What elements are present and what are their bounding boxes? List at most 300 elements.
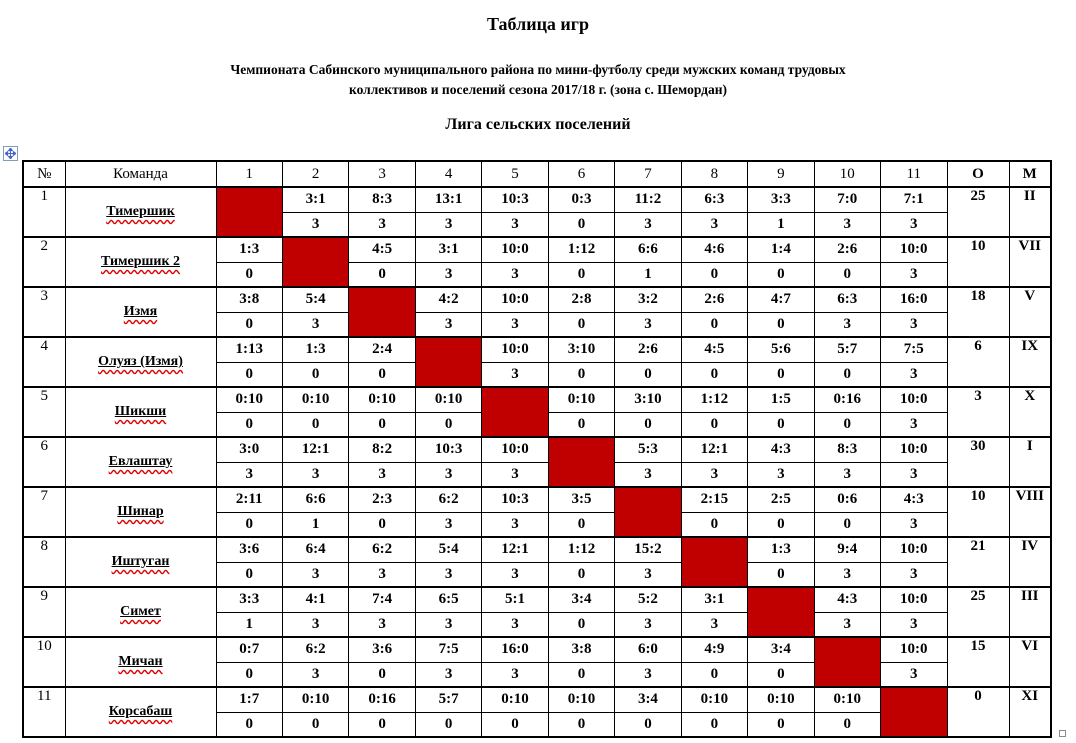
team-score-row: [23, 587, 1051, 612]
points-cell: 0: [349, 662, 415, 687]
score-cell: 7:4: [349, 587, 415, 612]
score-cell: 6:6: [282, 487, 348, 512]
score-cell: 3:4: [615, 687, 681, 712]
team-name-text: Симет: [120, 604, 161, 619]
points-cell: 3: [881, 312, 947, 337]
points-cell: 0: [748, 262, 814, 287]
row-number: 6: [23, 437, 65, 487]
points-cell: 3: [216, 462, 282, 487]
subtitle-line-2: коллективов и поселений сезона 2017/18 г. (зона с. Шемордан): [348, 82, 728, 97]
points-cell: 0: [681, 412, 747, 437]
team-name: [109, 704, 172, 719]
row-number: 2: [23, 237, 65, 287]
score-cell: 2:3: [349, 487, 415, 512]
score-cell: 1:13: [216, 337, 282, 362]
score-cell: 2:5: [748, 487, 814, 512]
points-cell: 3: [415, 512, 481, 537]
score-cell: 6:2: [349, 537, 415, 562]
col-header-points: О: [947, 161, 1009, 187]
score-cell: 4:3: [748, 437, 814, 462]
score-cell: 16:0: [482, 637, 548, 662]
score-cell: 5:7: [814, 337, 880, 362]
header-row: [23, 161, 1051, 187]
team-score-row: [23, 287, 1051, 312]
total-points-cell: 25: [947, 587, 1009, 637]
score-cell: 5:1: [482, 587, 548, 612]
points-cell: 1: [282, 512, 348, 537]
team-name-cell: [65, 637, 216, 687]
team-score-row: [23, 437, 1051, 462]
points-cell: 3: [415, 462, 481, 487]
diagonal-cell: [415, 337, 481, 387]
points-cell: 3: [482, 512, 548, 537]
total-points-cell: 3: [947, 387, 1009, 437]
score-cell: 10:0: [482, 437, 548, 462]
score-cell: 0:10: [482, 687, 548, 712]
score-cell: 10:0: [482, 337, 548, 362]
league-title: Лига сельских поселений: [445, 116, 631, 133]
score-cell: 0:10: [282, 387, 348, 412]
points-cell: 3: [349, 562, 415, 587]
score-cell: 3:1: [415, 237, 481, 262]
points-cell: 0: [748, 712, 814, 737]
score-cell: 5:2: [615, 587, 681, 612]
team-name-text: Корсабаш: [108, 704, 173, 719]
team-score-row: [23, 187, 1051, 212]
points-cell: 3: [282, 562, 348, 587]
score-cell: 11:2: [615, 187, 681, 212]
score-cell: 0:7: [216, 637, 282, 662]
score-cell: 2:15: [681, 487, 747, 512]
score-cell: 8:3: [814, 437, 880, 462]
score-cell: 8:3: [349, 187, 415, 212]
points-cell: 0: [814, 512, 880, 537]
total-points-cell: 0: [947, 687, 1009, 737]
score-cell: 10:3: [482, 187, 548, 212]
score-cell: 6:3: [814, 287, 880, 312]
place-cell: I: [1009, 437, 1051, 487]
points-cell: 0: [216, 512, 282, 537]
points-cell: 3: [349, 212, 415, 237]
points-cell: 0: [216, 362, 282, 387]
row-number: 9: [23, 587, 65, 637]
score-cell: 10:0: [881, 587, 947, 612]
points-cell: 0: [349, 262, 415, 287]
score-cell: 12:1: [681, 437, 747, 462]
col-header-round-11: 11: [881, 161, 947, 187]
place-cell: VIII: [1009, 487, 1051, 537]
four-way-arrow-icon: [5, 148, 16, 159]
points-cell: 0: [216, 412, 282, 437]
score-cell: 3:4: [748, 637, 814, 662]
score-cell: 0:10: [349, 387, 415, 412]
points-cell: 3: [615, 612, 681, 637]
points-cell: 0: [282, 362, 348, 387]
team-name-cell: [65, 187, 216, 237]
points-cell: 0: [548, 712, 614, 737]
team-name: [117, 504, 163, 519]
points-cell: 0: [748, 412, 814, 437]
score-cell: 3:6: [216, 537, 282, 562]
score-cell: 10:0: [881, 537, 947, 562]
score-cell: 3:8: [548, 637, 614, 662]
score-cell: 4:3: [814, 587, 880, 612]
team-score-row: [23, 337, 1051, 362]
score-cell: 10:0: [881, 237, 947, 262]
points-cell: 0: [681, 262, 747, 287]
score-cell: 6:6: [615, 237, 681, 262]
team-name: [112, 554, 170, 569]
diagonal-cell: [615, 487, 681, 537]
points-cell: 3: [748, 462, 814, 487]
points-cell: 0: [282, 712, 348, 737]
subtitle-line-1: Чемпионата Сабинского муниципального района по мини-футболу среди мужских команд трудовых: [230, 62, 846, 77]
points-cell: 3: [615, 212, 681, 237]
score-cell: 1:3: [216, 237, 282, 262]
col-header-round-8: 8: [681, 161, 747, 187]
score-cell: 13:1: [415, 187, 481, 212]
score-cell: 0:10: [748, 687, 814, 712]
score-cell: 0:10: [681, 687, 747, 712]
col-header-round-10: 10: [814, 161, 880, 187]
score-cell: 2:11: [216, 487, 282, 512]
points-cell: 0: [681, 362, 747, 387]
row-number: 4: [23, 337, 65, 387]
team-name: [101, 254, 180, 269]
diagonal-cell: [748, 587, 814, 637]
score-cell: 0:10: [415, 387, 481, 412]
row-number: 5: [23, 387, 65, 437]
games-table: [22, 160, 1052, 738]
points-cell: 3: [681, 212, 747, 237]
points-cell: 3: [349, 462, 415, 487]
team-name-cell: [65, 287, 216, 337]
col-header-round-2: 2: [282, 161, 348, 187]
score-cell: 4:5: [349, 237, 415, 262]
points-cell: 0: [548, 512, 614, 537]
col-header-round-4: 4: [415, 161, 481, 187]
score-cell: 4:2: [415, 287, 481, 312]
team-name: [120, 604, 161, 619]
points-cell: 3: [282, 462, 348, 487]
points-cell: 3: [681, 462, 747, 487]
total-points-cell: 10: [947, 487, 1009, 537]
team-name-text: Шикши: [114, 404, 167, 419]
score-cell: 0:10: [548, 387, 614, 412]
score-cell: 1:12: [548, 237, 614, 262]
score-cell: 4:3: [881, 487, 947, 512]
points-cell: 0: [548, 262, 614, 287]
points-cell: 3: [681, 612, 747, 637]
points-cell: 3: [482, 662, 548, 687]
col-header-round-5: 5: [482, 161, 548, 187]
score-cell: 10:3: [482, 487, 548, 512]
score-cell: 12:1: [482, 537, 548, 562]
score-cell: 0:10: [216, 387, 282, 412]
row-number: 3: [23, 287, 65, 337]
col-header-number: №: [23, 161, 65, 187]
team-score-row: [23, 687, 1051, 712]
score-cell: 5:7: [415, 687, 481, 712]
score-cell: 4:9: [681, 637, 747, 662]
points-cell: 0: [349, 712, 415, 737]
points-cell: 3: [881, 612, 947, 637]
points-cell: 0: [814, 412, 880, 437]
championship-subtitle: [0, 60, 1076, 100]
points-cell: 0: [548, 312, 614, 337]
points-cell: 3: [881, 662, 947, 687]
col-header-round-1: 1: [216, 161, 282, 187]
score-cell: 0:16: [349, 687, 415, 712]
points-cell: 3: [482, 212, 548, 237]
score-cell: 3:3: [216, 587, 282, 612]
score-cell: 0:10: [548, 687, 614, 712]
score-cell: 5:3: [615, 437, 681, 462]
score-cell: 3:6: [349, 637, 415, 662]
points-cell: 3: [282, 212, 348, 237]
diagonal-cell: [282, 237, 348, 287]
team-name-text: Шинар: [117, 504, 164, 519]
diagonal-cell: [681, 537, 747, 587]
score-cell: 1:4: [748, 237, 814, 262]
points-cell: 0: [216, 712, 282, 737]
points-cell: 0: [349, 412, 415, 437]
score-cell: 4:6: [681, 237, 747, 262]
points-cell: 3: [415, 312, 481, 337]
points-cell: 0: [216, 262, 282, 287]
score-cell: 6:2: [415, 487, 481, 512]
points-cell: 3: [482, 312, 548, 337]
team-name-cell: [65, 237, 216, 287]
place-cell: IX: [1009, 337, 1051, 387]
points-cell: 0: [748, 662, 814, 687]
points-cell: 0: [814, 362, 880, 387]
points-cell: 0: [216, 662, 282, 687]
row-number: 11: [23, 687, 65, 737]
score-cell: 3:0: [216, 437, 282, 462]
score-cell: 0:6: [814, 487, 880, 512]
team-name-cell: [65, 537, 216, 587]
team-name: [115, 404, 166, 419]
score-cell: 7:5: [415, 637, 481, 662]
table-resize-handle[interactable]: [1059, 730, 1066, 737]
team-name: [98, 354, 183, 369]
diagonal-cell: [881, 687, 947, 737]
score-cell: 3:5: [548, 487, 614, 512]
team-score-row: [23, 637, 1051, 662]
points-cell: 0: [282, 412, 348, 437]
points-cell: 3: [814, 212, 880, 237]
points-cell: 0: [415, 412, 481, 437]
score-cell: 15:2: [615, 537, 681, 562]
diagonal-cell: [216, 187, 282, 237]
place-cell: X: [1009, 387, 1051, 437]
score-cell: 3:10: [615, 387, 681, 412]
points-cell: 0: [748, 562, 814, 587]
table-move-icon[interactable]: [3, 146, 18, 161]
points-cell: 3: [415, 662, 481, 687]
total-points-cell: 10: [947, 237, 1009, 287]
total-points-cell: 15: [947, 637, 1009, 687]
score-cell: 0:3: [548, 187, 614, 212]
total-points-cell: 25: [947, 187, 1009, 237]
total-points-cell: 6: [947, 337, 1009, 387]
score-cell: 1:12: [548, 537, 614, 562]
team-score-row: [23, 537, 1051, 562]
team-name-text: Мичан: [118, 654, 163, 669]
diagonal-cell: [814, 637, 880, 687]
score-cell: 10:0: [881, 637, 947, 662]
points-cell: 0: [615, 412, 681, 437]
team-name-text: Иштуган: [111, 554, 170, 569]
team-score-row: [23, 487, 1051, 512]
total-points-cell: 21: [947, 537, 1009, 587]
score-cell: 3:1: [282, 187, 348, 212]
diagonal-cell: [349, 287, 415, 337]
team-name-cell: [65, 387, 216, 437]
points-cell: 0: [415, 712, 481, 737]
score-cell: 2:6: [681, 287, 747, 312]
score-cell: 1:3: [748, 537, 814, 562]
points-cell: 0: [548, 212, 614, 237]
points-cell: 0: [681, 712, 747, 737]
team-name: [109, 454, 173, 469]
row-number: 7: [23, 487, 65, 537]
points-cell: 3: [282, 312, 348, 337]
score-cell: 1:5: [748, 387, 814, 412]
row-number: 8: [23, 537, 65, 587]
team-name-text: Евлаштау: [108, 454, 173, 469]
col-header-round-3: 3: [349, 161, 415, 187]
col-header-round-9: 9: [748, 161, 814, 187]
score-cell: 1:3: [282, 337, 348, 362]
col-header-round-7: 7: [615, 161, 681, 187]
score-cell: 7:0: [814, 187, 880, 212]
score-cell: 3:1: [681, 587, 747, 612]
team-name-cell: [65, 687, 216, 737]
score-cell: 6:4: [282, 537, 348, 562]
points-cell: 3: [482, 262, 548, 287]
score-cell: 3:3: [748, 187, 814, 212]
points-cell: 0: [681, 512, 747, 537]
points-cell: 0: [615, 712, 681, 737]
score-cell: 6:5: [415, 587, 481, 612]
points-cell: 0: [814, 712, 880, 737]
team-name-cell: [65, 587, 216, 637]
points-cell: 0: [216, 312, 282, 337]
score-cell: 9:4: [814, 537, 880, 562]
score-cell: 5:4: [415, 537, 481, 562]
team-name-text: Тимершик 2: [100, 254, 181, 269]
score-cell: 2:6: [814, 237, 880, 262]
points-cell: 0: [548, 362, 614, 387]
points-cell: 3: [814, 612, 880, 637]
points-cell: 3: [415, 612, 481, 637]
points-cell: 3: [482, 612, 548, 637]
place-cell: II: [1009, 187, 1051, 237]
row-number: 10: [23, 637, 65, 687]
points-cell: 0: [349, 512, 415, 537]
points-cell: 3: [881, 462, 947, 487]
score-cell: 0:10: [814, 687, 880, 712]
score-cell: 5:6: [748, 337, 814, 362]
place-cell: V: [1009, 287, 1051, 337]
points-cell: 3: [881, 362, 947, 387]
points-cell: 0: [548, 662, 614, 687]
points-cell: 0: [216, 562, 282, 587]
total-points-cell: 30: [947, 437, 1009, 487]
score-cell: 4:1: [282, 587, 348, 612]
score-cell: 2:8: [548, 287, 614, 312]
place-cell: IV: [1009, 537, 1051, 587]
points-cell: 1: [216, 612, 282, 637]
team-name-text: Измя: [123, 304, 158, 319]
points-cell: 0: [548, 612, 614, 637]
team-name-cell: [65, 487, 216, 537]
place-cell: VII: [1009, 237, 1051, 287]
points-cell: 3: [814, 312, 880, 337]
score-cell: 3:10: [548, 337, 614, 362]
score-cell: 4:7: [748, 287, 814, 312]
score-cell: 6:0: [615, 637, 681, 662]
points-cell: 3: [415, 562, 481, 587]
points-cell: 3: [615, 562, 681, 587]
points-cell: 0: [681, 662, 747, 687]
score-cell: 3:2: [615, 287, 681, 312]
score-cell: 16:0: [881, 287, 947, 312]
place-cell: III: [1009, 587, 1051, 637]
points-cell: 3: [615, 312, 681, 337]
score-cell: 0:16: [814, 387, 880, 412]
points-cell: 3: [881, 212, 947, 237]
score-cell: 3:8: [216, 287, 282, 312]
points-cell: 0: [748, 312, 814, 337]
points-cell: 3: [415, 262, 481, 287]
points-cell: 1: [748, 212, 814, 237]
points-cell: 3: [881, 262, 947, 287]
points-cell: 3: [282, 612, 348, 637]
points-cell: 3: [282, 662, 348, 687]
team-name-cell: [65, 437, 216, 487]
points-cell: 0: [548, 412, 614, 437]
score-cell: 2:6: [615, 337, 681, 362]
points-cell: 3: [881, 512, 947, 537]
total-points-cell: 18: [947, 287, 1009, 337]
score-cell: 0:10: [282, 687, 348, 712]
place-cell: XI: [1009, 687, 1051, 737]
place-cell: VI: [1009, 637, 1051, 687]
score-cell: 10:3: [415, 437, 481, 462]
score-cell: 7:1: [881, 187, 947, 212]
score-cell: 6:3: [681, 187, 747, 212]
team-name-text: Олуяз (Измя): [98, 354, 183, 369]
points-cell: 3: [482, 562, 548, 587]
team-score-row: [23, 387, 1051, 412]
page-title: Таблица игр: [486, 14, 589, 34]
points-cell: 0: [548, 562, 614, 587]
diagonal-cell: [482, 387, 548, 437]
score-cell: 10:0: [881, 387, 947, 412]
team-name: [124, 304, 157, 319]
points-cell: 3: [349, 612, 415, 637]
team-name-cell: [65, 337, 216, 387]
score-cell: 10:0: [881, 437, 947, 462]
score-cell: 1:7: [216, 687, 282, 712]
score-cell: 12:1: [282, 437, 348, 462]
col-header-place: М: [1009, 161, 1051, 187]
score-cell: 4:5: [681, 337, 747, 362]
points-cell: 3: [814, 562, 880, 587]
